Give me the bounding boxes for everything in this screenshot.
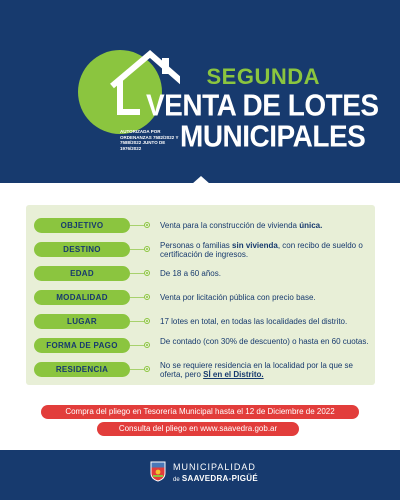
consult-website-link[interactable]: Consulta del pliego en www.saavedra.gob.ar	[97, 422, 299, 436]
row-description: Venta por licitación pública con precio base.	[160, 293, 316, 302]
row-label: EDAD	[34, 266, 130, 281]
title-kicker: SEGUNDA	[206, 64, 320, 89]
row-description: De contado (con 30% de descuento) o hasta en 60 cuotas.	[160, 337, 369, 346]
row-description: Venta para la construcción de vivienda única.	[160, 221, 323, 230]
bullet-icon	[144, 246, 150, 252]
municipality-city	[173, 474, 258, 483]
bullet-icon	[144, 270, 150, 276]
bullet-icon	[144, 294, 150, 300]
row-description: No se requiere residencia en la localidad por la que se oferta, pero SÍ en el Distrito.	[160, 361, 354, 379]
municipal-crest-icon	[150, 460, 166, 482]
row-connector	[130, 369, 144, 370]
city-prefix: de	[173, 477, 180, 483]
header-notch	[192, 176, 210, 184]
row-connector	[130, 249, 144, 250]
title-line-2: MUNICIPALES	[180, 119, 366, 154]
municipality-name: MUNICIPALIDAD	[173, 462, 256, 472]
row-connector	[130, 273, 144, 274]
row-description: 17 lotes en total, en todas las localidades del distrito.	[160, 317, 348, 326]
row-label: DESTINO	[34, 242, 130, 257]
row-label: RESIDENCIA	[34, 362, 130, 377]
city-name: SAAVEDRA-PIGÜÉ	[181, 474, 258, 483]
row-description: Personas o familias sin vivienda, con recibo de sueldo o certificación de ingresos.	[160, 241, 363, 259]
row-label: MODALIDAD	[34, 290, 130, 305]
bullet-icon	[144, 222, 150, 228]
row-connector	[130, 225, 144, 226]
bullet-icon	[144, 342, 150, 348]
info-panel	[26, 205, 375, 385]
row-connector	[130, 345, 144, 346]
row-label: LUGAR	[34, 314, 130, 329]
row-connector	[130, 321, 144, 322]
row-label: FORMA DE PAGO	[34, 338, 130, 353]
authorization-note: AUTORIZADA POR ORDENANZAS 7582/2022 Y 7588/2022 JUNTO DE 1976/2022	[120, 129, 179, 151]
header-banner	[0, 0, 400, 183]
bullet-icon	[144, 366, 150, 372]
row-connector	[130, 297, 144, 298]
purchase-deadline-banner: Compra del pliego en Tesorería Municipal hasta el 12 de Diciembre de 2022	[41, 405, 359, 419]
row-description: De 18 a 60 años.	[160, 269, 221, 278]
row-label: OBJETIVO	[34, 218, 130, 233]
bullet-icon	[144, 318, 150, 324]
title-line-1: VENTA DE LOTES	[146, 88, 379, 123]
